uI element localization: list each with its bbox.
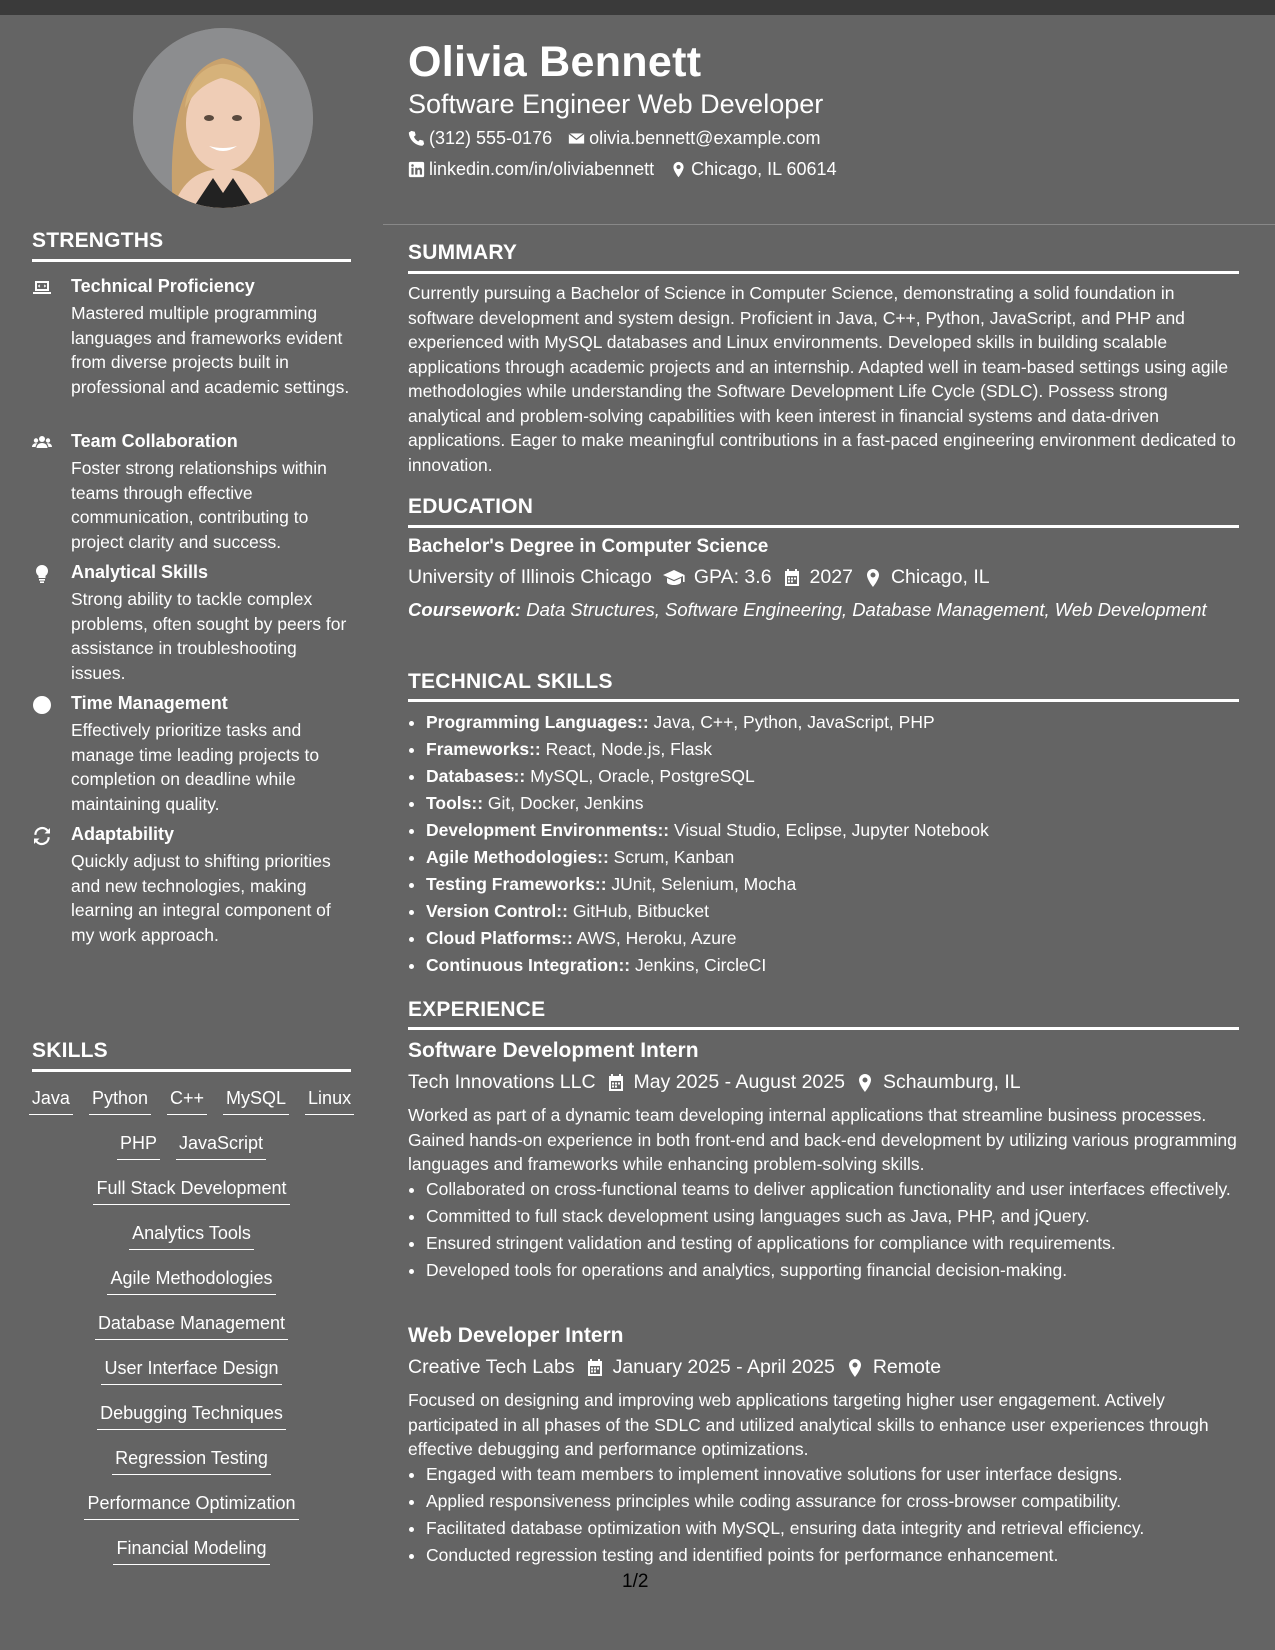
skills-row	[32, 1493, 351, 1520]
email-link[interactable]: olivia.bennett@example.com	[589, 128, 821, 148]
linkedin-icon	[408, 161, 425, 178]
skills-row	[32, 1268, 351, 1295]
job-bullets	[408, 1462, 1239, 1570]
candidate-title: Software Engineer Web Developer	[408, 89, 824, 119]
technical-skills-heading: TECHNICAL SKILLS	[408, 670, 613, 693]
skill-tag: User Interface Design	[101, 1358, 281, 1385]
strength-title: Adaptability	[71, 824, 175, 844]
skills-row	[32, 1223, 351, 1250]
phone-icon	[408, 130, 425, 147]
tech-skill-value: Scrum, Kanban	[608, 847, 735, 867]
strength-desc: Effectively prioritize tasks and manage time leading projects to completion on deadline while maintaining quality.	[71, 720, 320, 814]
calendar-icon	[606, 1073, 626, 1093]
tech-skill-label: Programming Languages::	[426, 712, 649, 732]
list-item	[426, 925, 1239, 952]
list-item: • Facilitated database optimization with MySQL, ensuring data integrity and retrieval efficiency.	[426, 1516, 1239, 1541]
strength-desc: Strong ability to tackle complex problems, often sought by peers for assistance in troubleshooting issues.	[71, 589, 347, 683]
job-meta	[408, 1356, 941, 1379]
tech-skill-label: Databases::	[426, 766, 526, 786]
list-item	[426, 790, 1239, 817]
strength-title: Analytical Skills	[71, 562, 209, 582]
envelope-icon	[568, 130, 585, 147]
calendar-icon	[782, 568, 802, 588]
tech-skill-value: MySQL, Oracle, PostgreSQL	[525, 766, 755, 786]
list-item	[426, 844, 1239, 871]
education-rule	[408, 525, 1239, 528]
skills-row	[32, 1133, 351, 1160]
strength-desc: Mastered multiple programming languages and frameworks evident from diverse projects built in professional and academic settings.	[71, 303, 350, 397]
list-item	[426, 871, 1239, 898]
contact-line-1	[408, 128, 820, 149]
school-name: University of Illinois Chicago	[408, 566, 652, 588]
job-location: Schaumburg, IL	[882, 1071, 1021, 1093]
tech-skill-value: GitHub, Bitbucket	[567, 901, 709, 921]
strengths-heading: STRENGTHS	[32, 229, 164, 252]
job-location: Remote	[872, 1356, 942, 1378]
candidate-name: Olivia Bennett	[408, 38, 702, 86]
list-item	[426, 817, 1239, 844]
list-item	[426, 763, 1239, 790]
list-item	[426, 709, 1239, 736]
job-description: Worked as part of a dynamic team developing internal applications that streamline business processes. Gained hands-on experience in both front-end and back-end development by utilizing various programming languages and frameworks while enhancing problem-solving skills.	[408, 1105, 1237, 1174]
education-meta	[408, 566, 990, 589]
map-pin-icon	[670, 161, 687, 178]
tech-skill-label: Testing Frameworks::	[426, 874, 607, 894]
tech-skill-label: Version Control::	[426, 901, 568, 921]
skill-tag: Agile Methodologies	[107, 1268, 275, 1295]
coursework	[408, 598, 1208, 622]
skill-tag: Full Stack Development	[93, 1178, 289, 1205]
tech-skill-value: Git, Docker, Jenkins	[483, 793, 644, 813]
list-item: • Collaborated on cross-functional teams to deliver application functionality and user interfaces effectively.	[426, 1177, 1239, 1202]
map-pin-icon	[863, 568, 883, 588]
tech-skill-value: Jenkins, CircleCI	[630, 955, 767, 975]
skill-tag: Debugging Techniques	[97, 1403, 286, 1430]
strength-title: Time Management	[71, 693, 228, 713]
job-meta	[408, 1071, 1021, 1094]
skill-tag: C++	[167, 1088, 207, 1115]
list-item	[426, 736, 1239, 763]
laptop-code-icon	[32, 278, 54, 298]
strengths-rule	[32, 259, 351, 262]
tech-skill-value: JUnit, Selenium, Mocha	[606, 874, 797, 894]
tech-skill-label: Continuous Integration::	[426, 955, 631, 975]
list-item	[426, 898, 1239, 925]
job-dates: May 2025 - August 2025	[633, 1071, 845, 1093]
skill-tag: Linux	[305, 1088, 354, 1115]
skills-row	[32, 1538, 351, 1565]
job-description: Focused on designing and improving web applications targeting higher user engagement. Actively participated in all phases of the SDLC and utilized analytical skills to enhance user experiences through effective debugging and performance optimizations.	[408, 1390, 1209, 1459]
summary-rule	[408, 271, 1239, 274]
list-item: • Committed to full stack development using languages such as Java, PHP, and jQuery.	[426, 1204, 1239, 1229]
location-text: Chicago, IL 60614	[691, 159, 837, 179]
skills-rule	[32, 1069, 351, 1072]
graduation-cap-icon	[662, 568, 686, 588]
job-bullets	[408, 1177, 1239, 1285]
tech-skill-label: Agile Methodologies::	[426, 847, 609, 867]
skill-tag: Analytics Tools	[129, 1223, 254, 1250]
strength-desc: Foster strong relationships within teams through effective communication, contributing to project clarity and success.	[71, 458, 327, 552]
tech-skill-value: Java, C++, Python, JavaScript, PHP	[648, 712, 935, 732]
summary-text: Currently pursuing a Bachelor of Science in Computer Science, demonstrating a solid foundation in software development and system design. Proficient in Java, C++, Python, JavaScript, and PHP and experienced with MySQL databases and Linux environments. Developed skills in building scalable applications through academic projects and an internship. Adapted well in team-based settings using agile methodologies while understanding the Software Development Life Cycle (SDLC). Possess strong analytical and problem-solving capabilities with keen interest in financial systems and data-driven applications. Eager to make meaningful contributions in a fast-paced engineering environment dedicated to innovation.	[408, 283, 1236, 475]
skill-tag: Regression Testing	[112, 1448, 271, 1475]
skill-tag: PHP	[117, 1133, 160, 1160]
degree-title: Bachelor's Degree in Computer Science	[408, 536, 769, 557]
tech-skill-label: Development Environments::	[426, 820, 670, 840]
skill-tag: Financial Modeling	[113, 1538, 269, 1565]
list-item: • Applied responsiveness principles while coding assurance for cross-browser compatibility.	[426, 1489, 1239, 1514]
job-title: Software Development Intern	[408, 1039, 699, 1062]
top-bar	[0, 0, 1275, 15]
skills-row	[32, 1178, 351, 1205]
map-pin-icon	[845, 1358, 865, 1378]
skills-row	[32, 1403, 351, 1430]
company-name: Creative Tech Labs	[408, 1356, 575, 1378]
calendar-icon	[585, 1358, 605, 1378]
phone-number[interactable]: (312) 555-0176	[429, 128, 553, 148]
header-divider	[383, 224, 1275, 225]
coursework-label: Coursework:	[408, 599, 522, 620]
map-pin-icon	[855, 1073, 875, 1093]
skill-tag: Database Management	[95, 1313, 288, 1340]
graduation-year: 2027	[809, 566, 853, 588]
experience-rule	[408, 1027, 1239, 1030]
list-item: • Engaged with team members to implement innovative solutions for user interface designs.	[426, 1462, 1239, 1487]
sync-icon	[32, 826, 54, 846]
company-name: Tech Innovations LLC	[408, 1071, 596, 1093]
skill-tag: JavaScript	[176, 1133, 266, 1160]
list-item: • Developed tools for operations and analytics, supporting financial decision-making.	[426, 1258, 1239, 1283]
tech-skill-value: AWS, Heroku, Azure	[572, 928, 737, 948]
education-heading: EDUCATION	[408, 495, 534, 518]
gpa: GPA: 3.6	[693, 566, 772, 588]
coursework-list: Data Structures, Software Engineering, Database Management, Web Development	[521, 599, 1207, 620]
list-item: • Conducted regression testing and identified points for performance enhancement.	[426, 1543, 1239, 1568]
skill-tag: Performance Optimization	[84, 1493, 298, 1520]
clock-icon	[32, 695, 54, 715]
linkedin-link[interactable]: linkedin.com/in/oliviabennett	[429, 159, 655, 179]
technical-skills-rule	[408, 699, 1239, 702]
summary-heading: SUMMARY	[408, 241, 518, 264]
strength-desc: Quickly adjust to shifting priorities and new technologies, making learning an integral component of my work approach.	[71, 851, 331, 945]
users-icon	[32, 433, 54, 453]
skills-row	[32, 1313, 351, 1340]
strength-title: Technical Proficiency	[71, 276, 255, 296]
tech-skill-label: Tools::	[426, 793, 484, 813]
lightbulb-icon	[32, 564, 54, 584]
skills-row	[32, 1448, 351, 1475]
tech-skill-label: Frameworks::	[426, 739, 541, 759]
job-dates: January 2025 - April 2025	[612, 1356, 835, 1378]
skill-tag: Python	[89, 1088, 151, 1115]
skills-heading: SKILLS	[32, 1039, 108, 1062]
skill-tag: MySQL	[223, 1088, 289, 1115]
job-title: Web Developer Intern	[408, 1324, 624, 1347]
strength-title: Team Collaboration	[71, 431, 238, 451]
list-item	[426, 952, 1239, 979]
tech-skill-value: Visual Studio, Eclipse, Jupyter Notebook	[669, 820, 989, 840]
tech-skill-label: Cloud Platforms::	[426, 928, 573, 948]
skills-row	[32, 1358, 351, 1385]
tech-skill-value: React, Node.js, Flask	[540, 739, 712, 759]
list-item: • Ensured stringent validation and testing of applications for compliance with requirements.	[426, 1231, 1239, 1256]
profile-photo	[133, 28, 313, 208]
page-number: 1/2	[622, 1571, 649, 1592]
skill-tag: Java	[29, 1088, 73, 1115]
skills-row	[32, 1088, 351, 1115]
experience-heading: EXPERIENCE	[408, 998, 546, 1021]
technical-skills-list	[408, 709, 1239, 979]
contact-line-2	[408, 159, 837, 180]
school-location: Chicago, IL	[890, 566, 990, 588]
